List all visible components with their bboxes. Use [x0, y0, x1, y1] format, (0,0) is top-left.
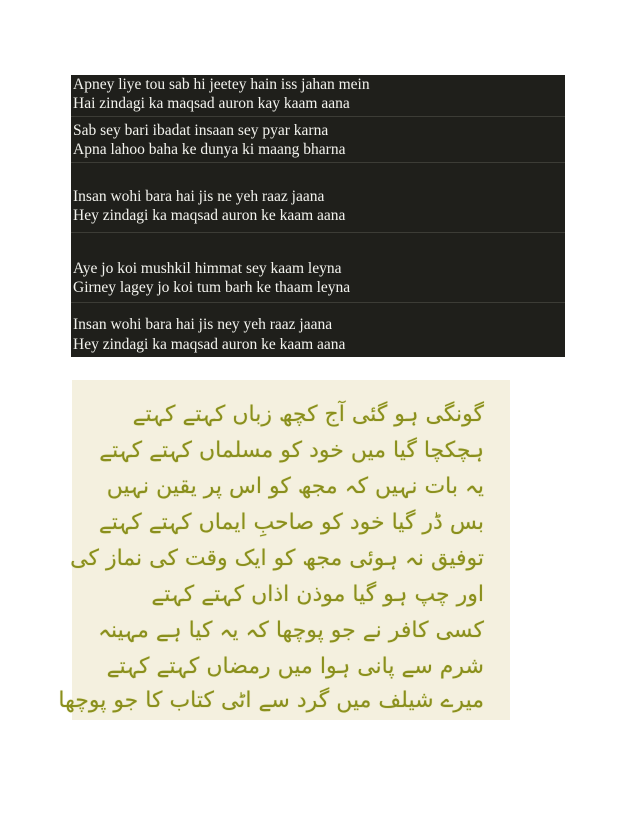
row-divider — [71, 232, 565, 233]
lyric-line-6: Hey zindagi ka maqsad auron ke kaam aana — [73, 207, 346, 224]
row-divider — [71, 302, 565, 303]
lyric-line-1: Apney liye tou sab hi jeetey hain iss jahan mein — [73, 76, 370, 93]
urdu-line-4: بس ڈر گیا خود کو صاحبِ ایماں کہتے کہتے — [98, 510, 484, 535]
lyric-line-8: Girney lagey jo koi tum barh ke thaam leyna — [73, 279, 351, 296]
row-divider — [71, 162, 565, 163]
urdu-line-6: اور چپ ہو گیا موذن اذاں کہتے کہتے — [151, 582, 484, 607]
urdu-line-1: گونگی ہو گئی آج کچھ زباں کہتے کہتے — [132, 402, 484, 427]
lyric-line-7: Aye jo koi mushkil himmat sey kaam leyna — [73, 260, 342, 277]
urdu-line-8: شرم سے پانی ہوا میں رمضاں کہتے کہتے — [106, 654, 484, 679]
urdu-line-3: یہ بات نہیں کہ مجھ کو اس پر یقین نہیں — [106, 474, 484, 499]
lyric-line-2: Hai zindagi ka maqsad auron kay kaam aana — [73, 95, 350, 112]
urdu-line-7: کسی کافر نے جو پوچھا کہ یہ کیا ہے مہینہ — [98, 618, 484, 643]
lyric-line-10: Hey zindagi ka maqsad auron ke kaam aana — [73, 336, 346, 353]
urdu-poem-image — [58, 380, 510, 720]
lyric-line-3: Sab sey bari ibadat insaan sey pyar karna — [73, 122, 329, 139]
urdu-line-2: ہچکچا گیا میں خود کو مسلماں کہتے کہتے — [99, 438, 484, 463]
lyric-line-9: Insan wohi bara hai jis ney yeh raaz jaana — [73, 316, 333, 333]
lyric-line-4: Apna lahoo baha ke dunya ki maang bharna — [73, 141, 346, 158]
row-divider — [71, 116, 565, 117]
lyric-line-5: Insan wohi bara hai jis ne yeh raaz jaana — [73, 188, 325, 205]
urdu-line-9: میرے شیلف میں گرد سے اٹی کتاب کا جو پوچھا — [58, 688, 484, 713]
urdu-line-5: توفیق نہ ہوئی مجھ کو ایک وقت کی نماز کی — [70, 546, 484, 571]
lyrics-table — [71, 75, 565, 357]
